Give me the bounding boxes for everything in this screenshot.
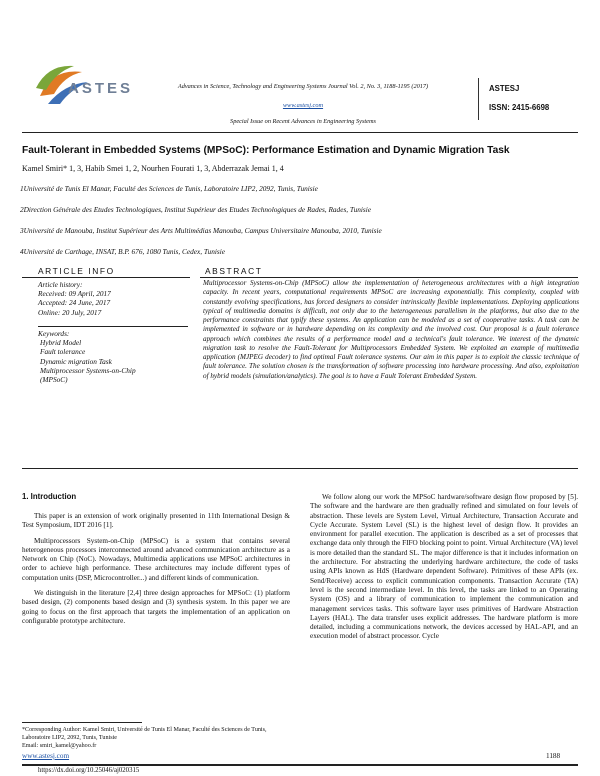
received-date: Received: 09 April, 2017 [38, 289, 111, 299]
affiliation-2: 2Direction Générale des Etudes Technologiques, Institut Supérieur des Etudes Technologiques de Rades, Rades, Tunisie [20, 205, 372, 214]
left-column [22, 512, 290, 632]
special-issue: Special Issue on Recent Advances in Engineering Systems [230, 118, 376, 125]
keywords-block [38, 329, 188, 384]
journal-citation: Advances in Science, Technology and Engineering Systems Journal Vol. 2, No. 3, 1188-1195 (2017) [177, 83, 429, 90]
affiliation-3: 3Université de Manouba, Institut Supérieur des Arts Multimédias Manouba, Campus Universitaire Manouba, 2010, Tunisie [20, 226, 382, 235]
footer-website-link[interactable]: www.astesj.com [22, 752, 70, 760]
accepted-date: Accepted: 24 June, 2017 [38, 298, 111, 308]
corresponding-author-footnote [22, 726, 292, 750]
footnote-rule [22, 722, 142, 723]
keyword: Hybrid Model [40, 338, 82, 348]
abstract-rule-bottom [22, 468, 578, 469]
journal-short-name: ASTESJ [489, 84, 520, 93]
keywords-label: Keywords: [38, 329, 70, 338]
footer-rule [22, 764, 578, 766]
issn: ISSN: 2415-6698 [489, 103, 550, 112]
footnote-author: *Corresponding Author: Kamel Smiri, Université de Tunis El Manar, Faculté des Sciences de Tunis, Laboratoire LIP2, 2092, Tunis, Tunisie [22, 727, 267, 741]
journal-website-link[interactable]: www.astesj.com [282, 102, 324, 109]
keyword: Dynamic migration Task [40, 356, 112, 366]
article-info-heading: ARTICLE INFO [38, 266, 115, 276]
keyword: Fault tolerance [40, 347, 86, 357]
logo-text: ASTES [68, 80, 134, 97]
keyword: (MPSoC) [40, 375, 68, 385]
keyword: Multiprocessor Systems-on-Chip [40, 365, 136, 375]
paragraph: Multiprocessors System-on-Chip (MPSoC) is a system that contains several heterogeneous processors interconnected around advanced communication architecture as a Network on Chip (NoC). Nowadays, Multimedia applications use MPSoC architectures in order to achieve high performance. These architectures may include different types of computation units (DSP, Microcontroller...) and different kinds of communication. [22, 536, 290, 582]
paragraph: We distinguish in the literature [2,4] three design approaches for MPSoC: (1) platform based design, (2) components based design and (3) synthesis system. In this paper we are going to focus on the first approach that targets the implementation of an application on configurable prototype architecture. [22, 589, 290, 625]
info-rule-top [22, 277, 190, 278]
abstract-rule-top [200, 277, 578, 278]
authors: Kamel Smiri* 1, 3, Habib Smei 1, 2, Nourhen Fourati 1, 3, Abderrazak Jemai 1, 4 [22, 164, 284, 173]
doi-link[interactable]: https://dx.doi.org/10.25046/aj020315 [38, 767, 140, 774]
affiliation-4: 4Université de Carthage, INSAT, B.P. 676, 1080 Tunis, Cedex, Tunisie [20, 247, 225, 256]
article-history [38, 280, 188, 317]
paragraph: This paper is an extension of work originally presented in 11th International Design & Test Symposium, IDT 2016 [1]. [22, 512, 290, 530]
introduction-heading: 1. Introduction [22, 492, 77, 501]
right-column [310, 493, 578, 648]
online-date: Online: 20 July, 2017 [38, 307, 102, 317]
paper-title: Fault-Tolerant in Embedded Systems (MPSoC): Performance Estimation and Dynamic Migration Task [22, 145, 510, 156]
history-label: Article history: [38, 280, 83, 289]
abstract-heading: ABSTRACT [205, 266, 263, 276]
page-number: 1188 [546, 752, 561, 760]
journal-id-box [478, 78, 579, 120]
abstract-text: Multiprocessor Systems-on-Chip (MPSoC) allow the implementation of heterogeneous architectures with a high integration capacity. In recent years, computational requirements MPSoC are increasing exponentially. This complexity, coupled with constantly evolving specifications, has forced designers to consider intrinsically flexible implementations. Deploying applications typical of multimedia domains is difficult, not only due to the heterogeneous parallelism in the platforms, but also due to the performance constraints that typify these systems. An application can be modeled as a set of cooperative tasks. A task can be implemented in software or in hardware depending on its complexity and the involved cost. Our proposal is a fault tolerance approach which combines the results of a performance model and a technical's fault tolerance. We interest of the dynamic migration task to resolve the Fault-Tolerant for Multiprocessors Embedded System. We exploited an example of multimedia application (MJPEG decoder) to find optimal Fault tolerance systems. Our aim in this paper is to exploit the classic technique of fault tolerance. The solution chosen is the transformation of software processing into hardware processing. And also, exploitation of hybrid models (simulation/analytics). The goal is to have a Fault Tolerant Embedded System. [203, 279, 579, 380]
footnote-email: Email: smiri_kamel@yahoo.fr [22, 743, 97, 749]
info-rule-mid [38, 326, 188, 327]
journal-website-line [138, 102, 468, 109]
header-rule [22, 132, 578, 133]
paragraph: We follow along our work the MPSoC hardware/software design flow proposed by [5]. The software and the hardware are then gradually refined and simulated on four levels of abstraction. These levels are System Level, Virtual Architecture, Transaction Accurate and Cycle Accurate. System Level (SL) is the highest level of design flow. It provides an environment for parallel execution. The application is described as a set of processes that exchange data only through the FIFO blocking point to point. Virtual Architecture (VA) level is more detailed than the standard SL. The major difference is that it includes information on the architecture. For abstracting the underlying hardware architecture, the code of tasks using APIs known as HdS (Hardware dependent Software). Primitives of these APIs (ex. Send/Receive) access to explicit communication components. Transaction Accurate (TA) level is the second intermediate level. In this level, the tasks are linked to an Operating System (OS) and a library of communication to implement the communication and management services tasks. This software layer uses primitives of Hardware Abstraction Layers (HAL). The data transfer uses explicit addresses. The hardware platform is more detailed, including a communications network, the devices accessed by HAL-API, and an execution model of abstract processor. Cycle [310, 493, 578, 641]
affiliation-1: 1Université de Tunis El Manar, Faculté des Sciences de Tunis, Laboratoire LIP2, 2092, Tunis, Tunisie [20, 184, 318, 193]
